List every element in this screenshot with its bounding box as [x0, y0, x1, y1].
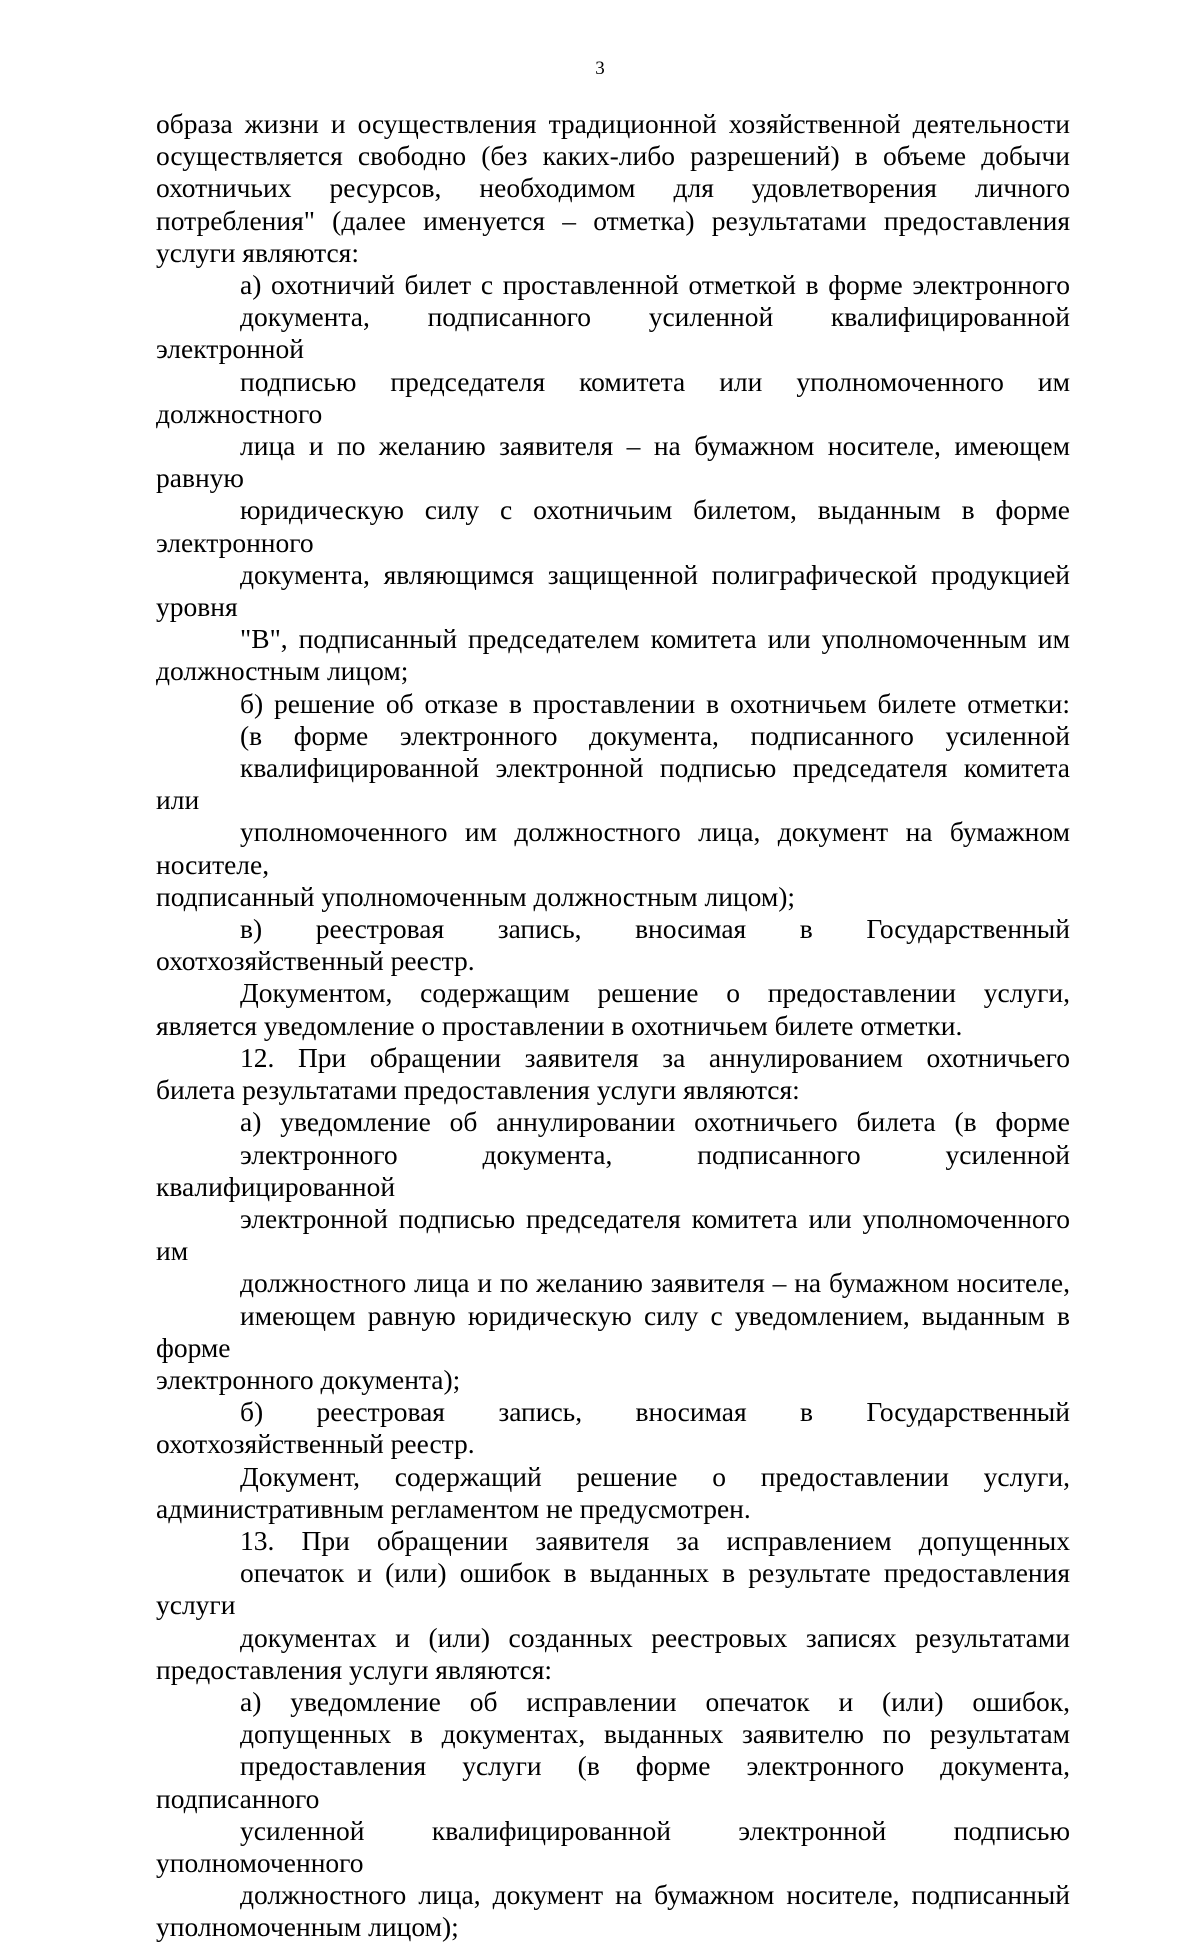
paragraph-item-b-refusal [156, 688, 1070, 913]
text-line: электронного документа, подписанного усиленной квалифицированной [156, 1138, 1070, 1202]
text-line-last: охотхозяйственный реестр. [156, 945, 475, 977]
text-line: Документом, содержащим решение о предоставлении услуги, [240, 977, 1070, 1009]
text-line: 12. При обращении заявителя за аннулированием охотничьего [240, 1041, 1070, 1073]
paragraph-decision-document [156, 977, 1070, 1041]
text-line: уполномоченного им должностного лица, документ на бумажном носителе, [156, 816, 1070, 880]
text-line-last: охотхозяйственный реестр. [156, 1428, 475, 1460]
text-line-last: электронного документа); [156, 1363, 461, 1395]
text-line: 13. При обращении заявителя за исправлением допущенных [240, 1524, 1070, 1556]
text-line-last: подписанный уполномоченным должностным лицом); [156, 880, 796, 912]
text-line: предоставления услуги (в форме электронного документа, подписанного [156, 1750, 1070, 1814]
paragraph-item-v-registry [156, 913, 1070, 977]
paragraph-clause-13-item-a [156, 1686, 1070, 1944]
text-line: электронной подписью председателя комитета или уполномоченного им [156, 1202, 1070, 1267]
paragraph-clause-12 [156, 1042, 1070, 1106]
page-number: 3 [595, 58, 605, 79]
paragraph-clause-12-item-b [156, 1396, 1070, 1460]
text-line-last: билета результатами предоставления услуги являются: [156, 1074, 800, 1106]
text-line: а) уведомление об исправлении опечаток и (или) ошибок, [240, 1685, 1070, 1717]
text-line: допущенных в документах, выданных заявителю по результатам [240, 1718, 1070, 1750]
text-line: Документ, содержащий решение о предоставлении услуги, [240, 1460, 1070, 1492]
paragraph-continuation [156, 108, 1070, 269]
text-line: документа, являющимся защищенной полиграфической продукцией уровня [156, 558, 1070, 623]
text-line: усиленной квалифицированной электронной подписью уполномоченного [156, 1814, 1070, 1878]
text-line: имеющем равную юридическую силу с уведомлением, выданным в форме [156, 1299, 1070, 1363]
text-line-last: должностным лицом; [156, 655, 409, 687]
document-body [156, 108, 1070, 1944]
text-line-last: уполномоченным лицом); [156, 1911, 459, 1943]
text-line: образа жизни и осуществления традиционной хозяйственной деятельности [156, 108, 1070, 139]
text-line: документах и (или) созданных реестровых записях результатами [240, 1621, 1070, 1653]
text-line-last: административным регламентом не предусмотрен. [156, 1492, 751, 1524]
text-line: (в форме электронного документа, подписанного усиленной [240, 719, 1070, 751]
text-line-last: предоставления услуги являются: [156, 1653, 552, 1685]
text-line: юридическую силу с охотничьим билетом, выданным в форме электронного [156, 494, 1070, 558]
text-line: должностного лица и по желанию заявителя – на бумажном носителе, [240, 1267, 1070, 1299]
paragraph-clause-12-item-a [156, 1106, 1070, 1396]
text-line: лица и по желанию заявителя – на бумажном носителе, имеющем равную [156, 430, 1070, 494]
text-line: б) реестровая запись, вносимая в Государственный [240, 1396, 1070, 1428]
text-line: а) охотничий билет с проставленной отметкой в форме электронного [240, 269, 1070, 301]
text-line: осуществляется свободно (без каких-либо разрешений) в объеме добычи [156, 140, 1070, 172]
text-line: охотничьих ресурсов, необходимом для удовлетворения личного [156, 172, 1070, 204]
text-line: подписью председателя комитета или уполномоченного им должностного [156, 365, 1070, 429]
text-line-last: услуги являются: [156, 236, 359, 268]
text-line: "В", подписанный председателем комитета или уполномоченным им [240, 623, 1070, 655]
text-line-last: является уведомление о проставлении в охотничьем билете отметки. [156, 1009, 963, 1041]
text-line: в) реестровая запись, вносимая в Государственный [240, 913, 1070, 945]
text-line: б) решение об отказе в проставлении в охотничьем билете отметки: [240, 687, 1070, 719]
text-line: а) уведомление об аннулировании охотничьего билета (в форме [240, 1106, 1070, 1138]
text-line: опечаток и (или) ошибок в выданных в результате предоставления услуги [156, 1557, 1070, 1621]
text-line: должностного лица, документ на бумажном носителе, подписанный [240, 1879, 1070, 1911]
text-line: потребления" (далее именуется – отметка) результатами предоставления [156, 204, 1070, 236]
text-line: документа, подписанного усиленной квалифицированной электронной [156, 301, 1070, 365]
paragraph-clause-13 [156, 1525, 1070, 1686]
text-line: квалифицированной электронной подписью председателя комитета или [156, 752, 1070, 816]
paragraph-item-a-hunting-ticket [156, 269, 1070, 688]
paragraph-clause-12-decision [156, 1461, 1070, 1525]
